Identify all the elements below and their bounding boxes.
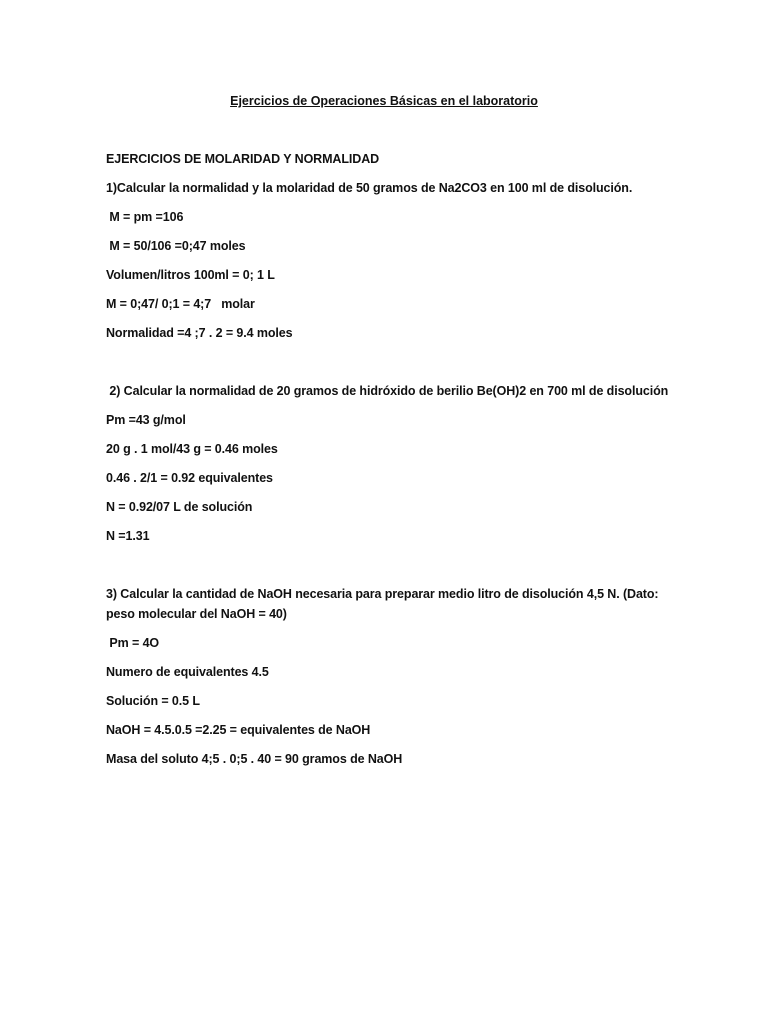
exercise2-line: 0.46 . 2/1 = 0.92 equivalentes: [106, 471, 273, 485]
exercise3-prompt-line2: peso molecular del NaOH = 40): [106, 607, 287, 621]
exercise2-line: N = 0.92/07 L de solución: [106, 500, 253, 514]
section-heading: EJERCICIOS DE MOLARIDAD Y NORMALIDAD: [106, 152, 380, 166]
exercise1-line: M = 0;47/ 0;1 = 4;7 molar: [106, 297, 255, 311]
exercise3-line: Solución = 0.5 L: [106, 694, 200, 708]
exercise2-line: 20 g . 1 mol/43 g = 0.46 moles: [106, 442, 278, 456]
exercise3-line: Numero de equivalentes 4.5: [106, 665, 269, 679]
exercise2-line: Pm =43 g/mol: [106, 413, 186, 427]
document-title: Ejercicios de Operaciones Básicas en el laboratorio: [230, 94, 538, 108]
exercise1-prompt: 1)Calcular la normalidad y la molaridad de 50 gramos de Na2CO3 en 100 ml de disolución.: [106, 181, 633, 195]
exercise1-line: M = pm =106: [106, 210, 184, 224]
exercise1-line: Normalidad =4 ;7 . 2 = 9.4 moles: [106, 326, 293, 340]
exercise3-prompt-line1: 3) Calcular la cantidad de NaOH necesaria para preparar medio litro de disolución 4,5 N. (Dato:: [106, 587, 659, 601]
exercise2-line: N =1.31: [106, 529, 150, 543]
exercise1-line: M = 50/106 =0;47 moles: [106, 239, 246, 253]
exercise3-line: Pm = 4O: [106, 636, 160, 650]
exercise3-line: Masa del soluto 4;5 . 0;5 . 40 = 90 gramos de NaOH: [106, 752, 403, 766]
exercise2-prompt: 2) Calcular la normalidad de 20 gramos de hidróxido de berilio Be(OH)2 en 700 ml de disolución: [106, 384, 669, 398]
exercise1-line: Volumen/litros 100ml = 0; 1 L: [106, 268, 275, 282]
exercise3-line: NaOH = 4.5.0.5 =2.25 = equivalentes de NaOH: [106, 723, 371, 737]
